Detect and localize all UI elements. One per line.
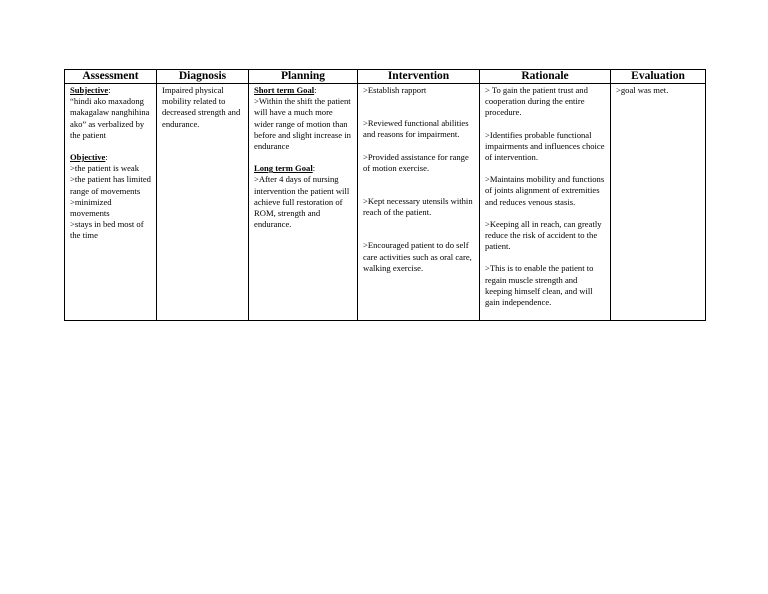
rationale-item: >Maintains mobility and functions of joints alignment of extremities and reduces venous stasis. [485,174,605,207]
diagnosis-cell [157,84,249,321]
objective-label: Objective [70,152,106,163]
header-evaluation: Evaluation [611,70,706,84]
rationale-item: >Keeping all in reach, can greatly reduce the risk of accident to the patient. [485,218,602,252]
subjective-label: Subjective [70,85,109,95]
header-diagnosis: Diagnosis [157,70,249,84]
assessment-cell: Subjective: “hindi ako maxadong makagalaw nanghihina ako” as verbalized by the patient Objective: >the patient is weak >the patient has limited range of movements >minimized movements >stays in bed most of the time [65,84,157,321]
evaluation-text: >goal was met. [616,85,669,95]
header-rationale: Rationale [480,70,611,84]
long-term-goal-label: Long term Goal [254,163,313,174]
rationale-item: > To gain the patient trust and cooperation during the entire procedure. [485,85,588,118]
objective-item: >minimized movements [70,196,112,219]
rationale-cell [480,84,611,321]
diagnosis-text: Impaired physical mobility related to decreased strength and endurance. [162,85,241,129]
table-row [65,84,706,321]
long-term-goal-text: >After 4 days of nursing intervention the patient will achieve full restoration of ROM, strength and endurance. [254,174,350,230]
objective-item: >the patient has limited range of movements [70,174,151,196]
header-planning: Planning [249,70,358,84]
subjective-text: “hindi ako maxadong makagalaw nanghihina ako” as verbalized by the patient [70,96,150,140]
objective-item: >stays in bed most of the time [70,219,144,241]
evaluation-cell [611,84,706,321]
rationale-item: >Identifies probable functional impairments and influences choice of intervention. [485,129,605,163]
short-term-goal-text: >Within the shift the patient will have a much more wider range of motion than before and slight increase in endurance [254,96,351,152]
objective-item: >the patient is weak [70,163,140,174]
intervention-item: >Provided assistance for range of motion exercise. [363,151,469,173]
intervention-item: >Kept necessary utensils within reach of the patient. [363,196,473,218]
table-header-row [65,70,706,84]
header-intervention: Intervention [358,70,480,84]
intervention-item: >Encouraged patient to do self care activities such as oral care, walking exercise. [363,240,472,273]
nursing-care-plan-table [64,69,706,321]
rationale-item: >This is to enable the patient to regain muscle strength and keeping himself clean, and will gain independence. [485,263,594,308]
intervention-item: >Reviewed functional abilities and reasons for impairment. [363,118,469,140]
intervention-cell [358,84,480,321]
short-term-goal-label: Short term Goal [254,85,315,95]
planning-cell: Short term Goal: >Within the shift the patient will have a much more wider range of motion than before and slight increase in endurance Long term Goal: >After 4 days of nursing intervention the patient will achieve full restoration of ROM, strength and endurance. [249,84,358,321]
header-assessment: Assessment [65,70,157,84]
intervention-item: >Establish rapport [363,85,427,95]
